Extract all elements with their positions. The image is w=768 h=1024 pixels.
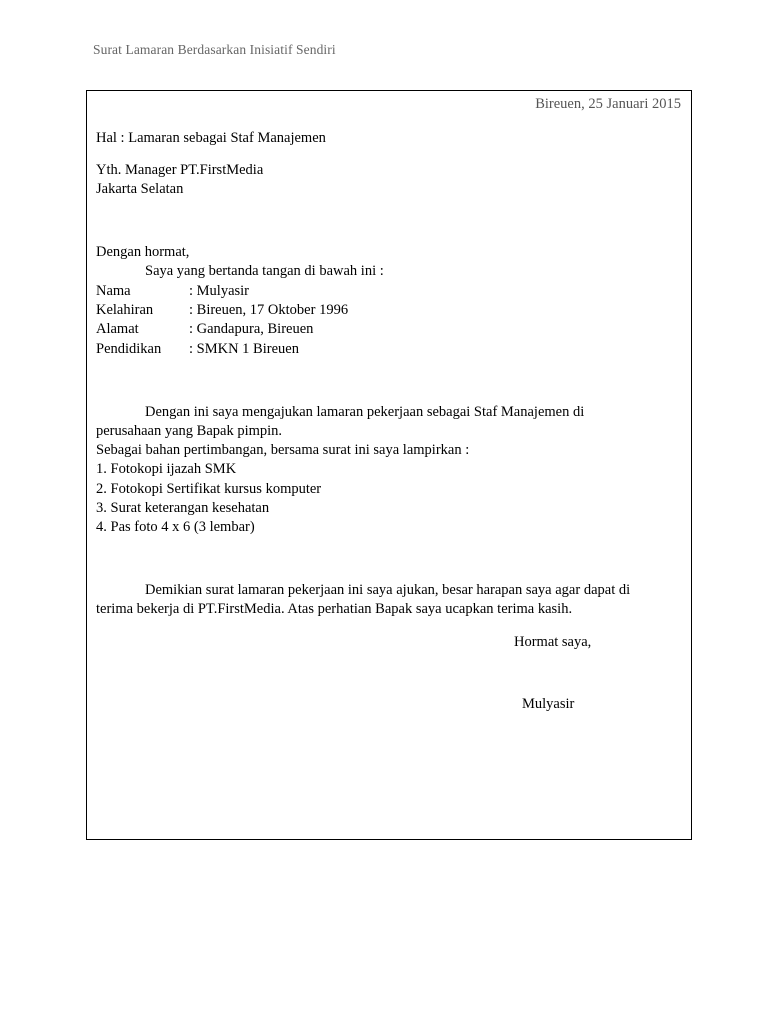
letter-date: Bireuen, 25 Januari 2015 — [535, 96, 681, 112]
body-paragraph-line-1: Dengan ini saya mengajukan lamaran pekerjaan sebagai Staf Manajemen di — [145, 404, 585, 420]
document-header-title: Surat Lamaran Berdasarkan Inisiatif Sendiri — [93, 42, 336, 57]
attachment-item: 2. Fotokopi Sertifikat kursus komputer — [96, 481, 322, 497]
identity-value: : Gandapura, Bireuen — [189, 321, 314, 337]
attachment-item: 1. Fotokopi ijazah SMK — [96, 461, 237, 477]
attachments-intro: Sebagai bahan pertimbangan, bersama surat ini saya lampirkan : — [96, 442, 470, 458]
closing-line-1: Demikian surat lamaran pekerjaan ini saya ajukan, besar harapan saya agar dapat di — [145, 582, 631, 598]
closing-line-2: terima bekerja di PT.FirstMedia. Atas perhatian Bapak saya ucapkan terima kasih. — [96, 601, 573, 617]
greeting: Dengan hormat, — [96, 244, 190, 260]
letter-frame — [86, 90, 692, 840]
identity-value: : Bireuen, 17 Oktober 1996 — [189, 302, 349, 318]
identity-label: Pendidikan — [96, 341, 162, 357]
attachment-item: 3. Surat keterangan kesehatan — [96, 500, 270, 516]
recipient-line-2: Jakarta Selatan — [96, 181, 184, 197]
letter-subject: Hal : Lamaran sebagai Staf Manajemen — [96, 130, 326, 146]
signoff: Hormat saya, — [514, 634, 592, 650]
recipient-line-1: Yth. Manager PT.FirstMedia — [96, 162, 264, 178]
identity-label: Alamat — [96, 321, 139, 337]
identity-label: Nama — [96, 283, 131, 299]
intro-line: Saya yang bertanda tangan di bawah ini : — [145, 263, 384, 279]
attachment-item: 4. Pas foto 4 x 6 (3 lembar) — [96, 519, 255, 535]
identity-value: : SMKN 1 Bireuen — [189, 341, 299, 357]
identity-label: Kelahiran — [96, 302, 154, 318]
body-paragraph-line-2: perusahaan yang Bapak pimpin. — [96, 423, 283, 439]
signature-name: Mulyasir — [522, 696, 575, 712]
identity-value: : Mulyasir — [189, 283, 250, 299]
